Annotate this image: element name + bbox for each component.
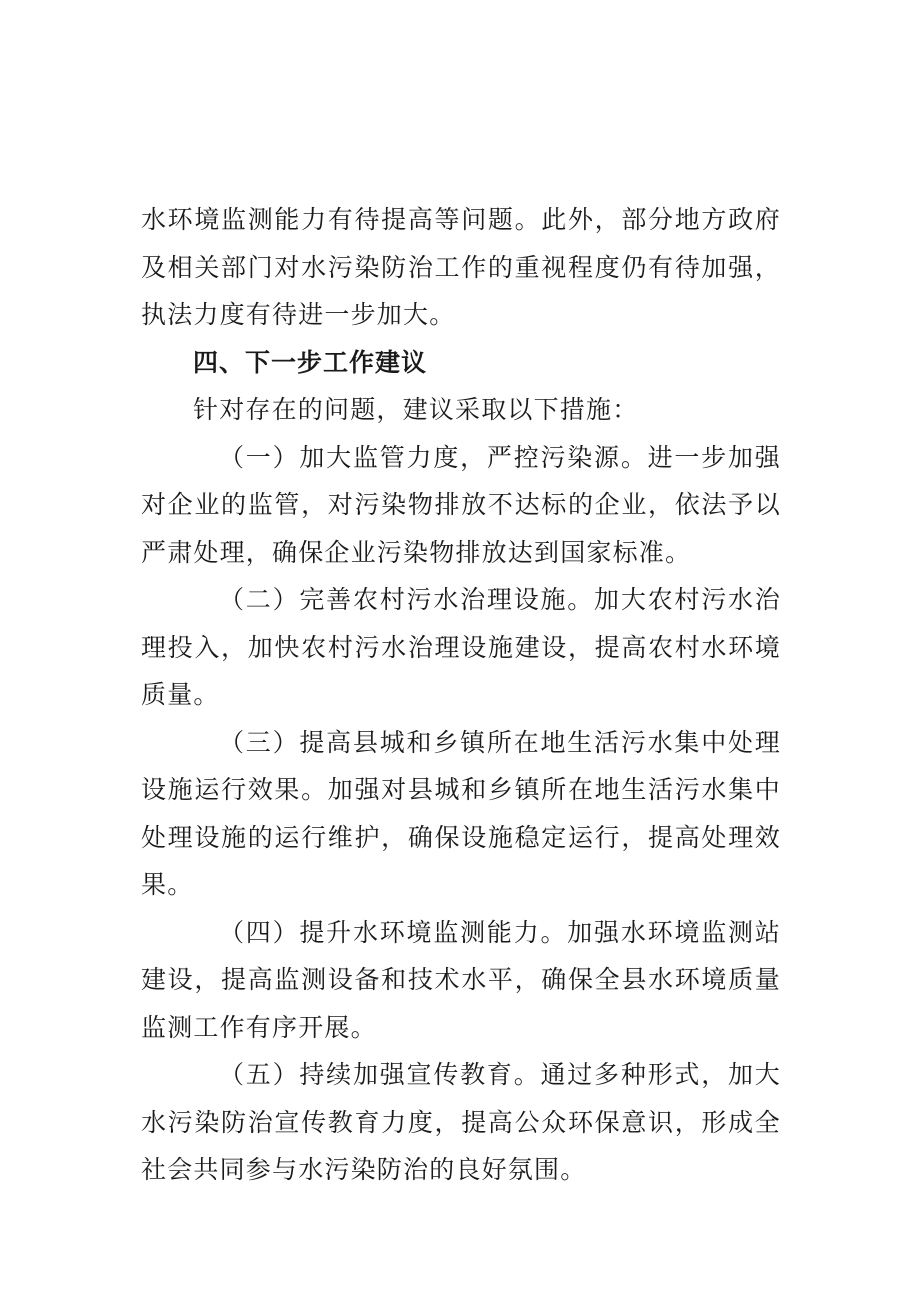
intro-paragraph: 针对存在的问题，建议采取以下措施： bbox=[193, 395, 639, 424]
section-heading: 四、下一步工作建议 bbox=[193, 347, 428, 377]
measure-paragraph-5: （五）持续加强宣传教育。通过多种形式，加大水污染防治宣传教育力度，提高公众环保意识，形成全社会共同参与水污染防治的良好氛围。 bbox=[141, 1060, 781, 1184]
measure-paragraph-3: （三）提高县城和乡镇所在地生活污水集中处理设施运行效果。加强对县城和乡镇所在地生活污水集中处理设施的运行维护，确保设施稳定运行，提高处理效果。 bbox=[141, 727, 781, 899]
continuation-paragraph: 水环境监测能力有待提高等问题。此外，部分地方政府及相关部门对水污染防治工作的重视程度仍有待加强，执法力度有待进一步加大。 bbox=[141, 205, 781, 329]
document-page bbox=[141, 196, 781, 1194]
measure-paragraph-1: （一）加大监管力度，严控污染源。进一步加强对企业的监管，对污染物排放不达标的企业，依法予以严肃处理，确保企业污染物排放达到国家标准。 bbox=[141, 442, 781, 567]
measure-paragraph-4: （四）提升水环境监测能力。加强水环境监测站建设，提高监测设备和技术水平，确保全县水环境质量监测工作有序开展。 bbox=[141, 917, 781, 1042]
measure-paragraph-2: （二）完善农村污水治理设施。加大农村污水治理投入，加快农村污水治理设施建设，提高农村水环境质量。 bbox=[141, 585, 781, 709]
